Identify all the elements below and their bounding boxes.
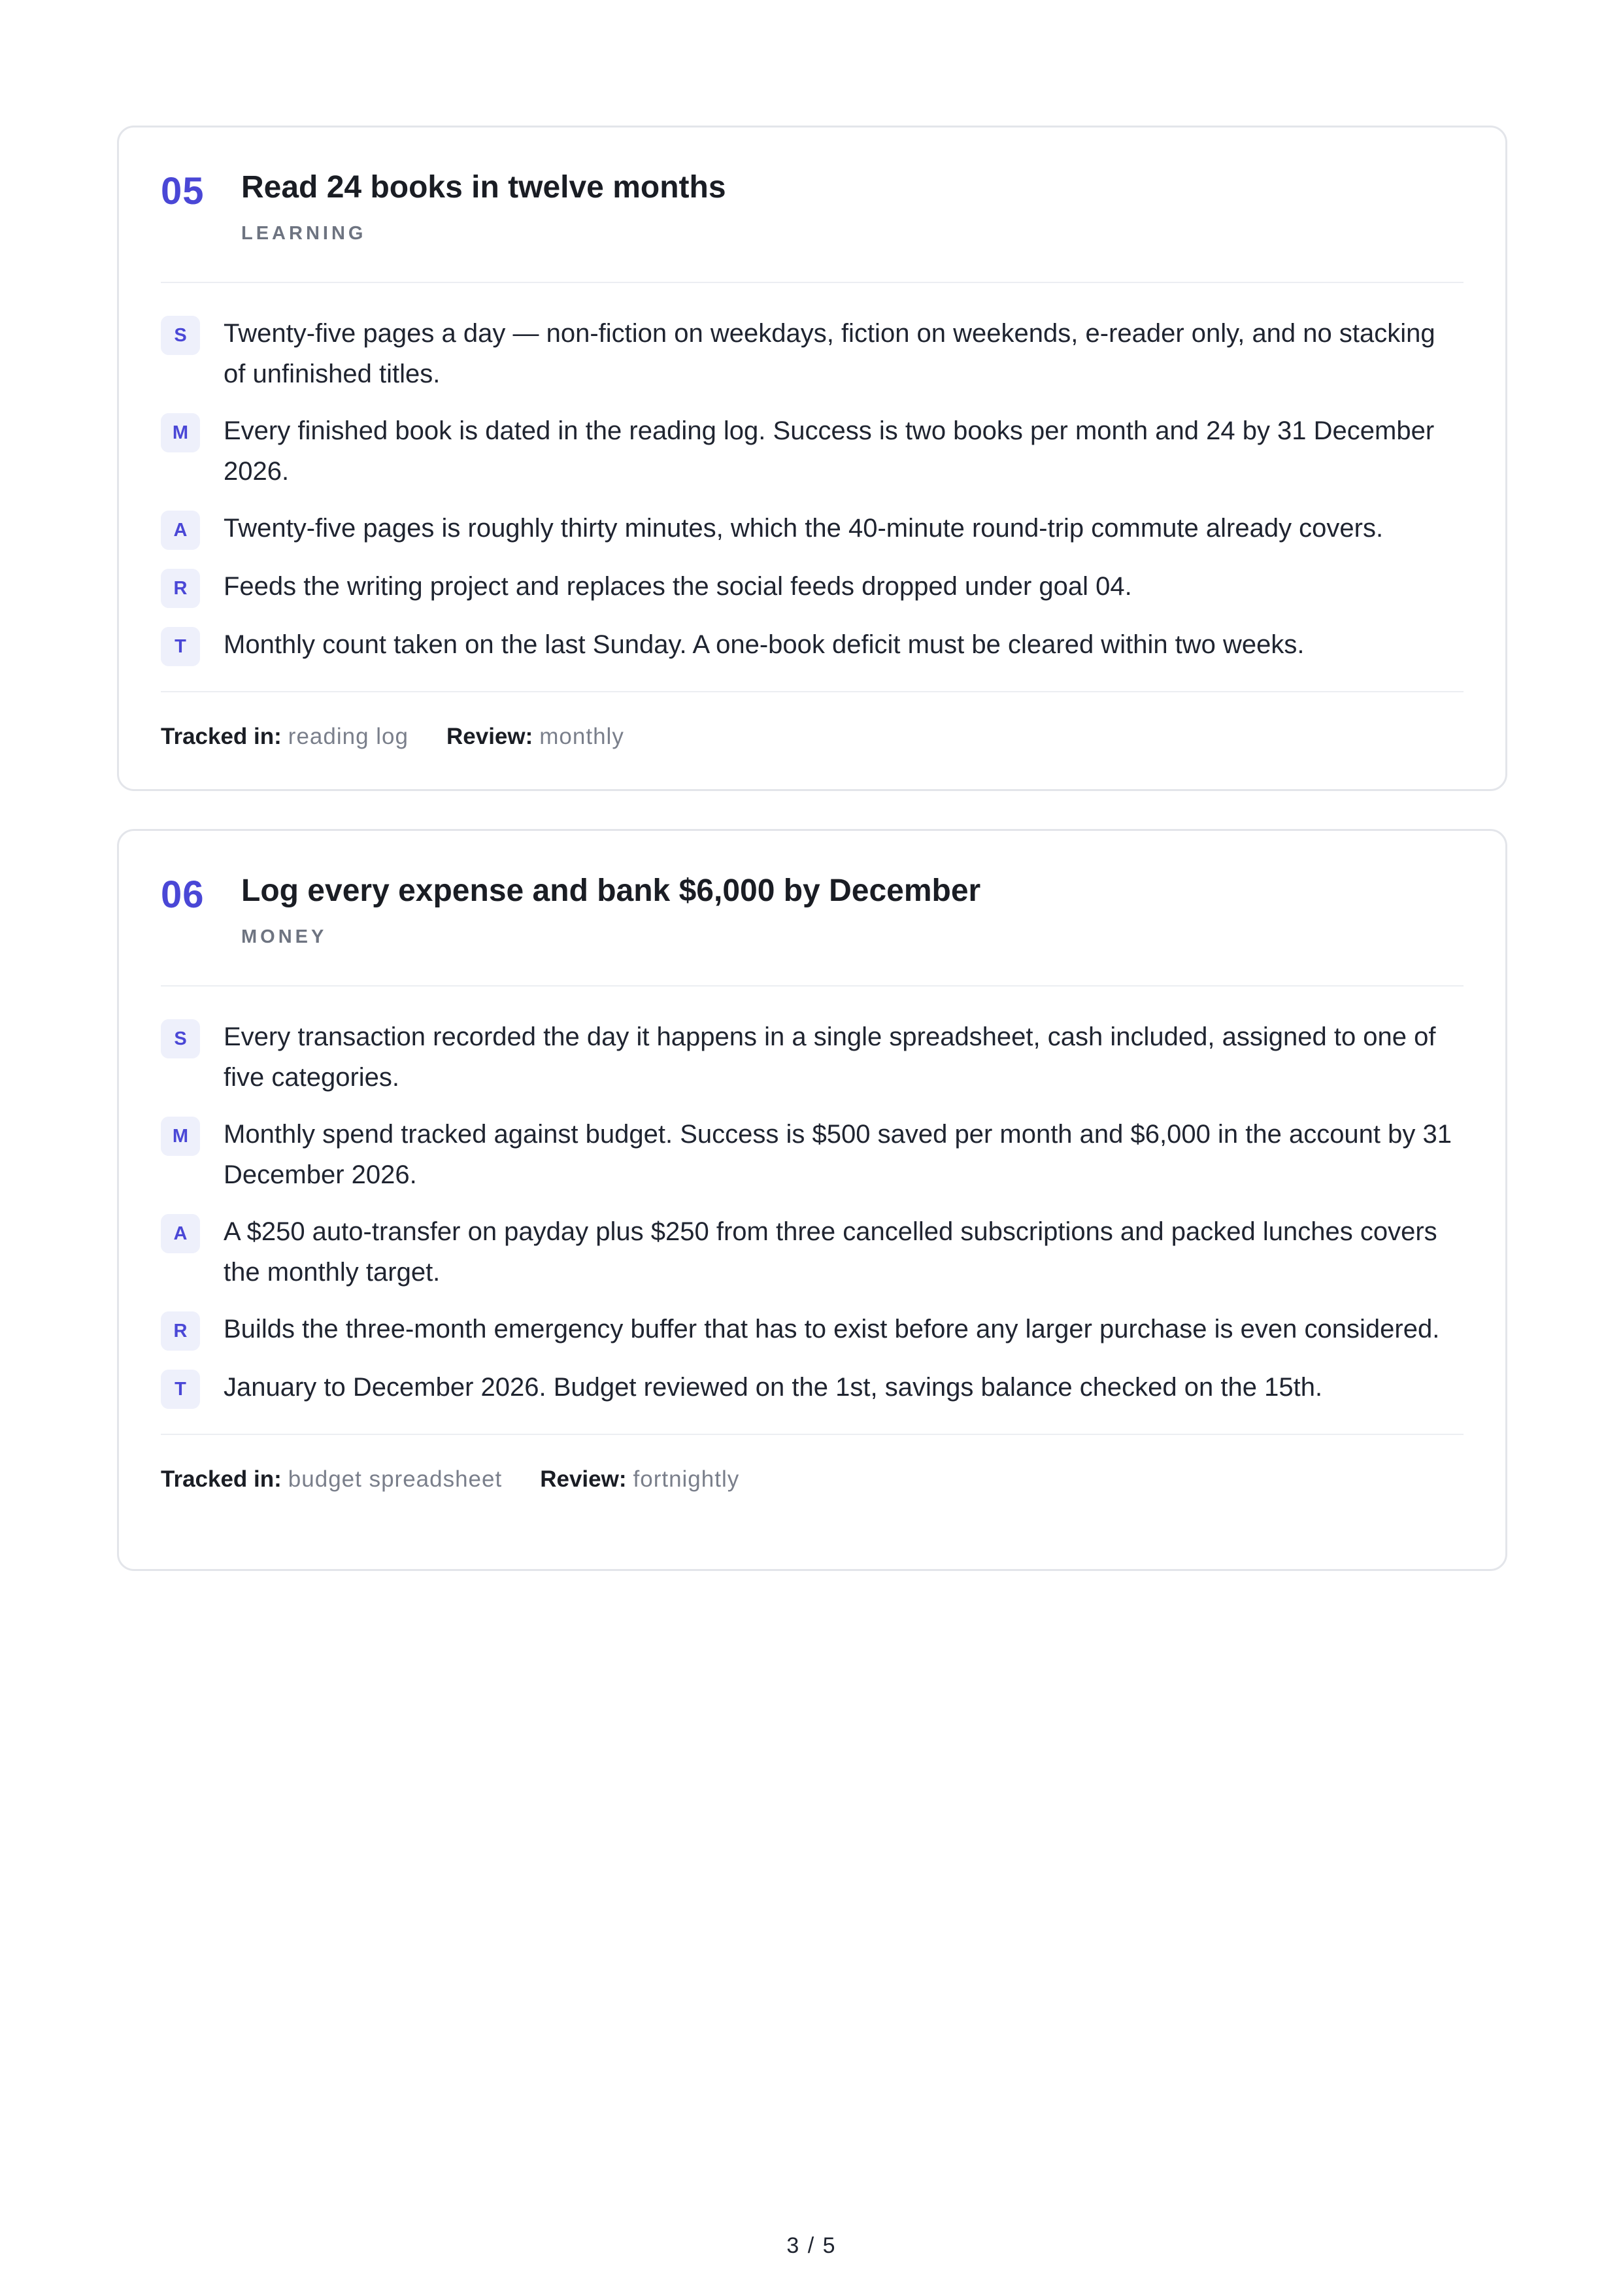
page-number: 3 / 5	[786, 2233, 837, 2258]
smart-row-time-bound	[161, 624, 1464, 666]
smart-badge-m: M	[161, 413, 200, 452]
smart-row-achievable	[161, 1211, 1464, 1292]
smart-row-specific	[161, 313, 1464, 394]
smart-badge-a: A	[161, 511, 200, 550]
smart-row-measurable	[161, 1114, 1464, 1195]
goal-category: MONEY	[241, 926, 327, 947]
review-value: fortnightly	[633, 1466, 740, 1492]
smart-badge-s: S	[161, 316, 200, 355]
smart-text: Every finished book is dated in the reading log. Success is two books per month and 24 by 31 December 2026.	[224, 416, 1435, 486]
goal-header	[161, 127, 1464, 283]
smart-text: Monthly spend tracked against budget. Success is $500 saved per month and $6,000 in the account by 31 December 2026.	[224, 1120, 1452, 1189]
smart-badge-r: R	[161, 569, 200, 608]
smart-badge-t: T	[161, 1370, 200, 1409]
smart-row-relevant	[161, 1309, 1464, 1351]
goal-title: Read 24 books in twelve months	[241, 170, 726, 205]
smart-badge-t: T	[161, 627, 200, 666]
review-label: Review:	[540, 1466, 627, 1492]
smart-text: Monthly count taken on the last Sunday. A one-book deficit must be cleared within two weeks.	[224, 630, 1305, 659]
smart-text: January to December 2026. Budget reviewed on the 1st, savings balance checked on the 15th.	[224, 1373, 1323, 1402]
tracked-label: Tracked in:	[161, 724, 282, 749]
goal-header	[161, 831, 1464, 987]
goal-card-06	[117, 829, 1507, 1571]
goal-number: 05	[161, 170, 205, 212]
smart-criteria-list	[161, 283, 1464, 692]
tracked-value: reading log	[288, 724, 409, 749]
smart-row-achievable	[161, 508, 1464, 550]
tracked-label: Tracked in:	[161, 1466, 282, 1492]
smart-text: Feeds the writing project and replaces the social feeds dropped under goal 04.	[224, 572, 1132, 601]
smart-row-specific	[161, 1017, 1464, 1098]
smart-text: Every transaction recorded the day it happens in a single spreadsheet, cash included, assigned to one of five categories.	[224, 1022, 1436, 1092]
smart-row-measurable	[161, 411, 1464, 492]
smart-row-time-bound	[161, 1367, 1464, 1409]
goal-category: LEARNING	[241, 223, 367, 244]
review-value: monthly	[539, 724, 624, 749]
smart-text: Twenty-five pages is roughly thirty minutes, which the 40-minute round-trip commute already covers.	[224, 514, 1384, 543]
goal-footer	[161, 1435, 1464, 1520]
smart-badge-s: S	[161, 1019, 200, 1058]
review-label: Review:	[446, 724, 533, 749]
tracked-value: budget spreadsheet	[288, 1466, 503, 1492]
smart-text: Twenty-five pages a day — non-fiction on weekdays, fiction on weekends, e-reader only, and no stacking of unfinished titles.	[224, 319, 1435, 388]
smart-text: A $250 auto-transfer on payday plus $250 from three cancelled subscriptions and packed lunches covers the monthly target.	[224, 1217, 1437, 1287]
smart-criteria-list	[161, 987, 1464, 1435]
goal-title: Log every expense and bank $6,000 by December	[241, 873, 981, 908]
smart-badge-r: R	[161, 1311, 200, 1351]
smart-badge-a: A	[161, 1214, 200, 1253]
goal-number: 06	[161, 873, 205, 916]
smart-text: Builds the three-month emergency buffer that has to exist before any larger purchase is even considered.	[224, 1315, 1440, 1343]
smart-row-relevant	[161, 566, 1464, 608]
goal-card-05	[117, 126, 1507, 791]
goal-footer	[161, 692, 1464, 777]
smart-badge-m: M	[161, 1117, 200, 1156]
